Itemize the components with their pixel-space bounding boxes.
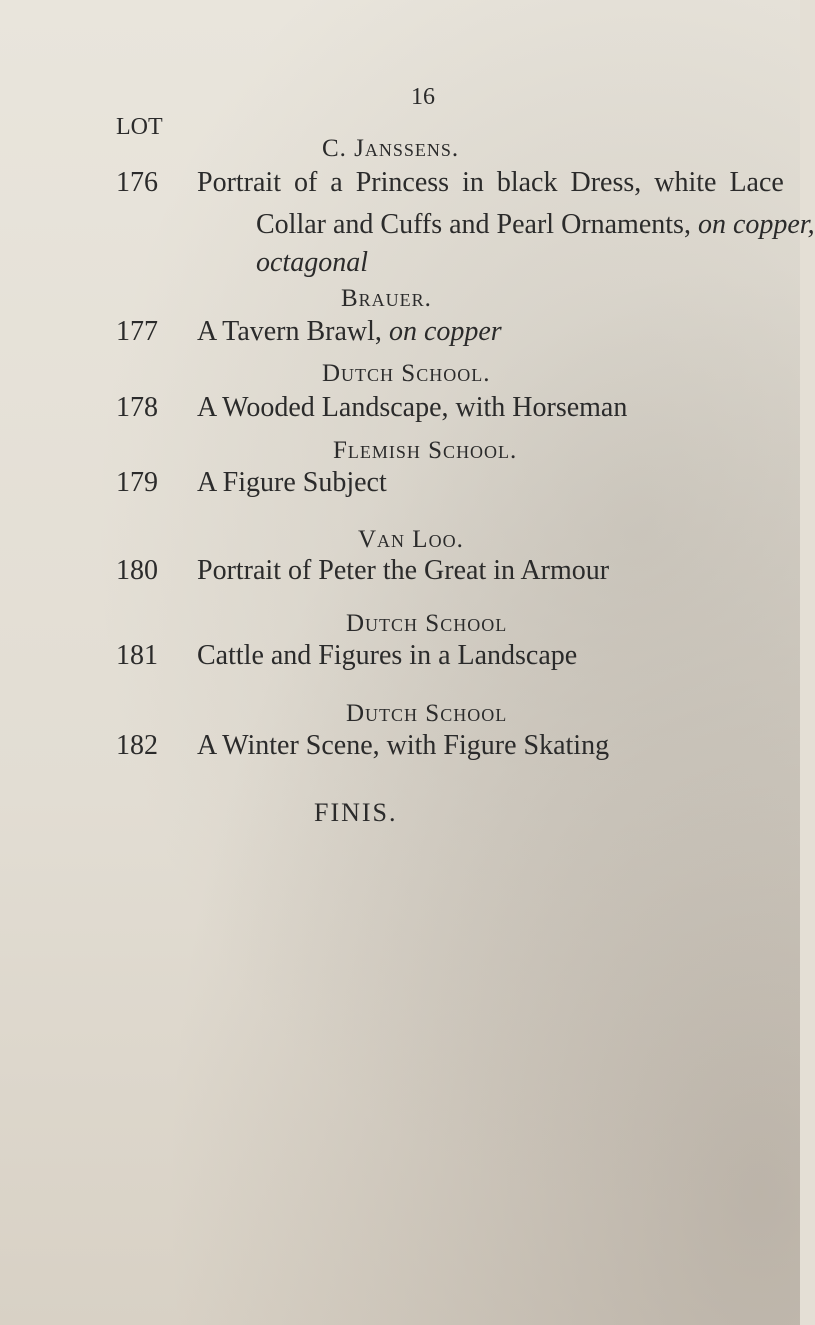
lot-description: Cattle and Figures in a Landscape [197, 640, 578, 671]
lot-description [197, 316, 502, 348]
lot-medium: octagonal [256, 247, 368, 278]
lot-number: 178 [116, 392, 158, 423]
lot-column-header: LOT [116, 114, 163, 140]
lot-description: A Wooded Landscape, with Horseman [197, 392, 628, 423]
lot-description: A Winter Scene, with Figure Skating [197, 730, 610, 761]
lot-medium: on copper [388, 316, 502, 347]
lot-medium-continued [256, 247, 368, 279]
lot-description-text: A Tavern Brawl, [197, 316, 382, 347]
artist-name: Van Loo. [358, 526, 464, 553]
lot-number: 182 [116, 730, 158, 761]
lot-description: A Figure Subject [197, 467, 387, 498]
lot-medium: on copper, [697, 209, 815, 240]
artist-name: Dutch School. [322, 360, 491, 387]
closing-text: FINIS. [314, 798, 398, 827]
artist-name: Brauer. [341, 285, 432, 312]
lot-number: 177 [116, 316, 158, 347]
artist-name: C. Janssens. [322, 135, 460, 162]
page-number: 16 [411, 84, 435, 110]
artist-name: Dutch School [346, 700, 508, 727]
lot-description-text: Collar and Cuffs and Pearl Ornaments, [256, 209, 691, 240]
artist-name: Dutch School [346, 610, 508, 637]
lot-description-continued [256, 209, 815, 241]
lot-number: 181 [116, 640, 158, 671]
artist-name: Flemish School. [333, 437, 518, 464]
lot-description: Portrait of a Princess in black Dress, white Lace [197, 167, 784, 198]
lot-number: 179 [116, 467, 158, 498]
lot-number: 180 [116, 555, 158, 586]
lot-number: 176 [116, 167, 158, 198]
lot-description: Portrait of Peter the Great in Armour [197, 555, 610, 586]
